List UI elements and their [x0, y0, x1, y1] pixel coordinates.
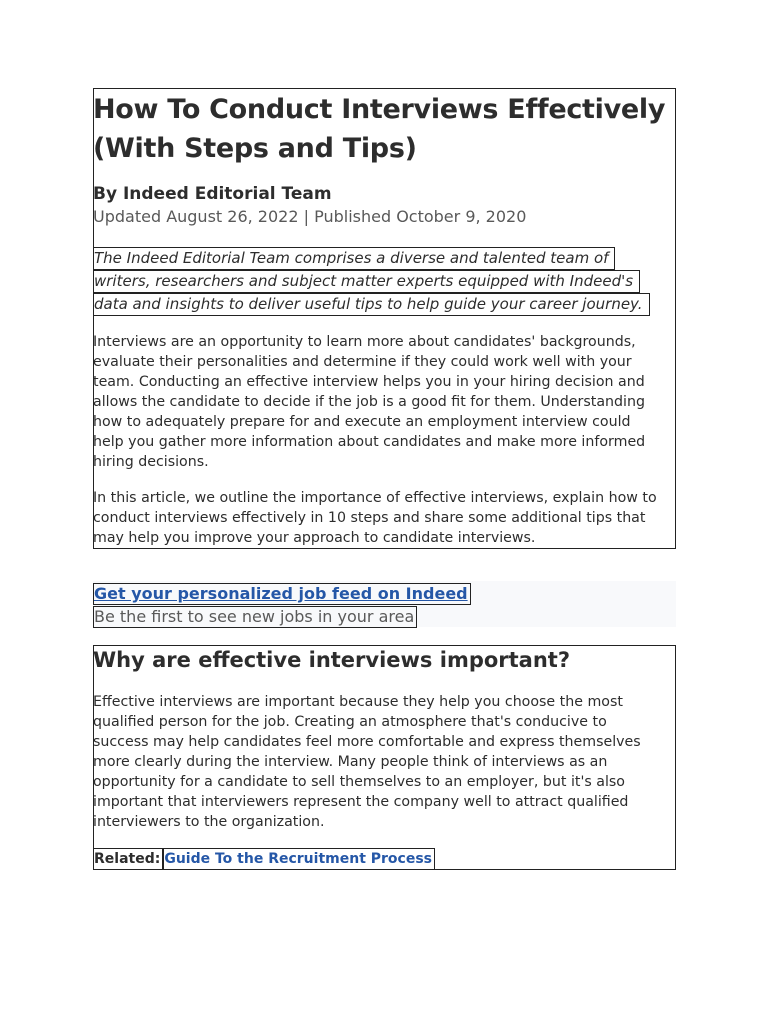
author: By Indeed Editorial Team — [93, 184, 332, 204]
section-paragraph — [93, 692, 641, 832]
related-links — [93, 848, 435, 870]
text-line: conduct interviews effectively in 10 steps and share some additional tips that — [93, 510, 646, 526]
text-line: important that interviewers represent the company well to attract qualified — [93, 794, 629, 810]
text-line: help you gather more information about candidates and make more informed — [93, 434, 646, 450]
intro-paragraph — [93, 332, 645, 472]
page-title — [93, 90, 665, 168]
text-line: evaluate their personalities and determine if they could work well with your — [93, 354, 632, 370]
text-line: qualified person for the job. Creating an atmosphere that's conducive to — [93, 714, 607, 730]
text-line: success may help candidates feel more comfortable and express themselves — [93, 734, 641, 750]
related-link[interactable]: Guide To the Recruitment Process — [164, 851, 432, 867]
text-line: how to adequately prepare for and execute an employment interview could — [93, 414, 631, 430]
editorial-disclaimer — [93, 247, 650, 316]
disclaimer-line: data and insights to deliver useful tips to help guide your career journey. — [93, 293, 650, 316]
job-feed-subtitle: Be the first to see new jobs in your area — [93, 606, 417, 628]
text-line: Effective interviews are important because they help you choose the most — [93, 694, 623, 710]
text-line: hiring decisions. — [93, 454, 209, 470]
text-line: Interviews are an opportunity to learn more about candidates' backgrounds, — [93, 334, 636, 350]
section-heading: Why are effective interviews important? — [93, 648, 571, 672]
text-line: team. Conducting an effective interview helps you in your hiring decision and — [93, 374, 645, 390]
text-line: may help you improve your approach to candidate interviews. — [93, 530, 536, 546]
text-line: In this article, we outline the importance of effective interviews, explain how to — [93, 490, 657, 506]
text-line: opportunity for a candidate to sell themselves to an employer, but it's also — [93, 774, 625, 790]
publish-dates: Updated August 26, 2022 | Published October 9, 2020 — [93, 207, 527, 226]
text-line: more clearly during the interview. Many people think of interviews as an — [93, 754, 608, 770]
disclaimer-line: The Indeed Editorial Team comprises a diverse and talented team of — [93, 247, 615, 270]
job-feed-link[interactable]: Get your personalized job feed on Indeed — [93, 583, 471, 605]
related-label: Related: — [93, 848, 163, 870]
text-line: allows the candidate to decide if the job is a good fit for them. Understanding — [93, 394, 645, 410]
text-line: interviewers to the organization. — [93, 814, 325, 830]
outline-paragraph — [93, 488, 657, 548]
title-line: (With Steps and Tips) — [93, 133, 417, 164]
title-line: How To Conduct Interviews Effectively — [93, 94, 666, 125]
disclaimer-line: writers, researchers and subject matter experts equipped with Indeed's — [93, 270, 640, 293]
